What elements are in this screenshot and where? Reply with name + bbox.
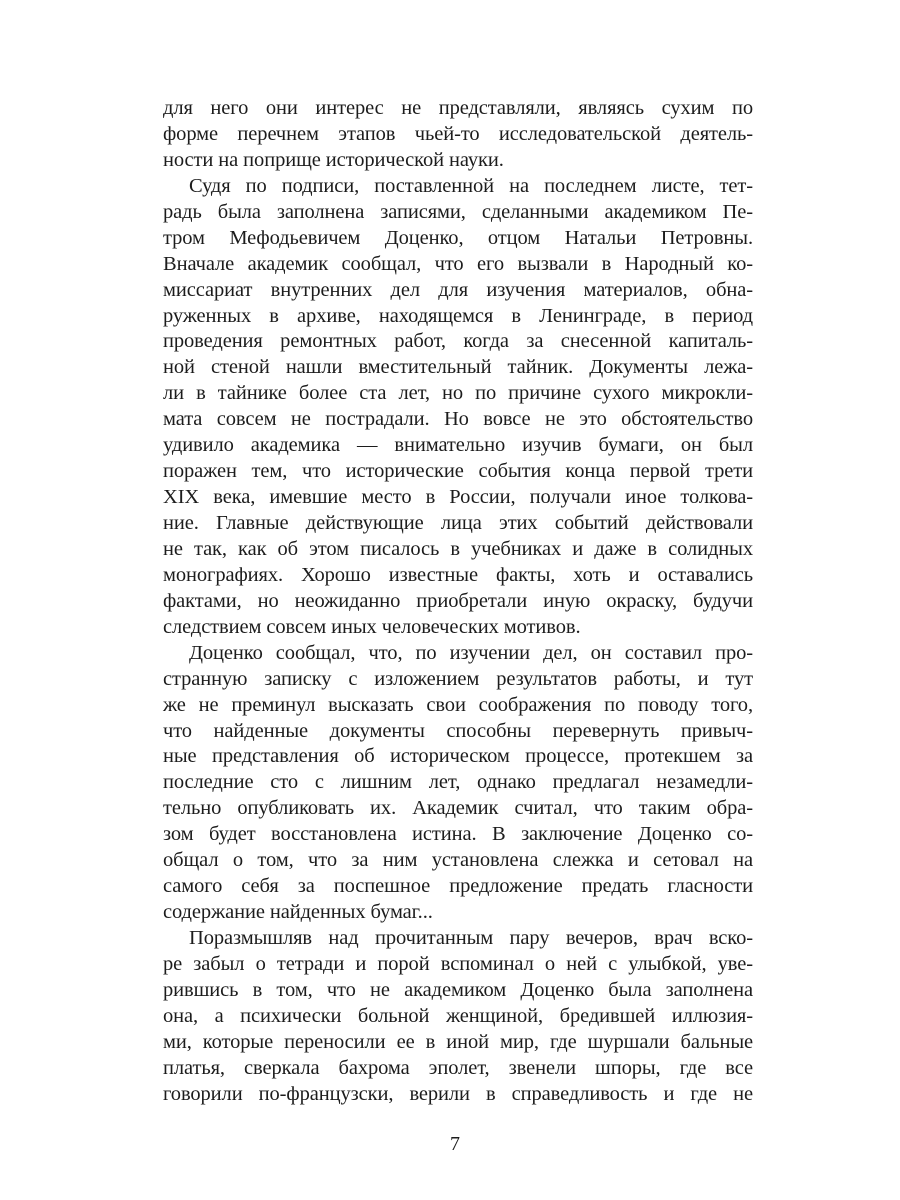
text-line: же не преминул высказать свои соображения по поводу того, [163, 693, 753, 716]
text-line: миссариат внутренних дел для изучения материалов, обна- [163, 278, 753, 301]
text-line: руженных в архиве, находящемся в Ленинграде, в период [163, 304, 753, 327]
text-line: ной стеной нашли вместительный тайник. Документы лежа- [163, 356, 753, 379]
text-line: фактами, но неожиданно приобретали иную окраску, будучи [163, 589, 753, 612]
text-line: рившись в том, что не академиком Доценко была заполнена [163, 978, 753, 1001]
text-line: что найденные документы способны перевернуть привыч- [163, 719, 753, 742]
paragraph [163, 641, 753, 926]
text-line: для него они интерес не представляли, являясь сухим по [163, 97, 753, 119]
text-line: монографиях. Хорошо известные факты, хоть и оставались [163, 563, 753, 586]
text-line: ре забыл о тетради и порой вспоминал о ней с улыбкой, уве- [163, 952, 753, 975]
text-line: последние сто с лишним лет, однако предлагал незамедли- [163, 771, 753, 794]
paragraph [163, 96, 753, 174]
text-line: тром Мефодьевичем Доценко, отцом Натальи Петровны. [163, 226, 753, 249]
text-line: странную записку с изложением результатов работы, и тут [163, 667, 753, 690]
text-line: ли в тайнике более ста лет, но по причине сухого микрокли- [163, 382, 753, 405]
paragraph [163, 926, 753, 1108]
text-line: следствием совсем иных человеческих мотивов. [163, 615, 581, 638]
text-line: XIX века, имевшие место в России, получали иное толкова- [163, 486, 753, 509]
text-line: Поразмышляв над прочитанным пару вечеров, врач вско- [189, 927, 753, 949]
text-line: платья, сверкала бахрома эполет, звенели шпоры, где все [163, 1056, 753, 1079]
text-line: форме перечнем этапов чьей-то исследовательской деятель- [163, 122, 753, 145]
text-line: содержание найденных бумаг... [163, 901, 433, 924]
text-line: ные представления об историческом процессе, протекшем за [163, 745, 753, 768]
text-line: тельно опубликовать их. Академик считал, что таким обра- [163, 797, 753, 820]
page-number: 7 [450, 1133, 460, 1155]
text-line: мата совсем не пострадали. Но вовсе не это обстоятельство [163, 408, 753, 431]
text-line: проведения ремонтных работ, когда за снесенной капиталь- [163, 330, 753, 353]
text-line: удивило академика — внимательно изучив бумаги, он был [163, 434, 753, 457]
text-line: самого себя за поспешное предложение предать гласности [163, 875, 753, 898]
text-line: ние. Главные действующие лица этих событий действовали [163, 512, 753, 534]
text-line: Судя по подписи, поставленной на последнем листе, тет- [189, 174, 753, 197]
text-line: радь была заполнена записями, сделанными академиком Пе- [163, 200, 753, 223]
text-line: поражен тем, что исторические события конца первой трети [163, 460, 753, 483]
text-line: Доценко сообщал, что, по изучении дел, он составил про- [189, 641, 753, 664]
text-line: она, а психически больной женщиной, бредившей иллюзия- [163, 1004, 753, 1027]
page-body-text [163, 96, 753, 1108]
text-line: не так, как об этом писалось в учебниках и даже в солидных [163, 537, 753, 560]
text-line: Вначале академик сообщал, что его вызвали в Народный ко- [163, 252, 753, 275]
text-line: ности на поприще исторической науки. [163, 148, 504, 171]
text-line: ми, которые переносили ее в иной мир, где шуршали бальные [163, 1030, 753, 1053]
text-line: зом будет восстановлена истина. В заключение Доценко со- [163, 823, 753, 846]
text-line: общал о том, что за ним установлена слежка и сетовал на [163, 849, 753, 872]
paragraph [163, 174, 753, 641]
text-line: говорили по-французски, верили в справедливость и где не [163, 1082, 753, 1105]
